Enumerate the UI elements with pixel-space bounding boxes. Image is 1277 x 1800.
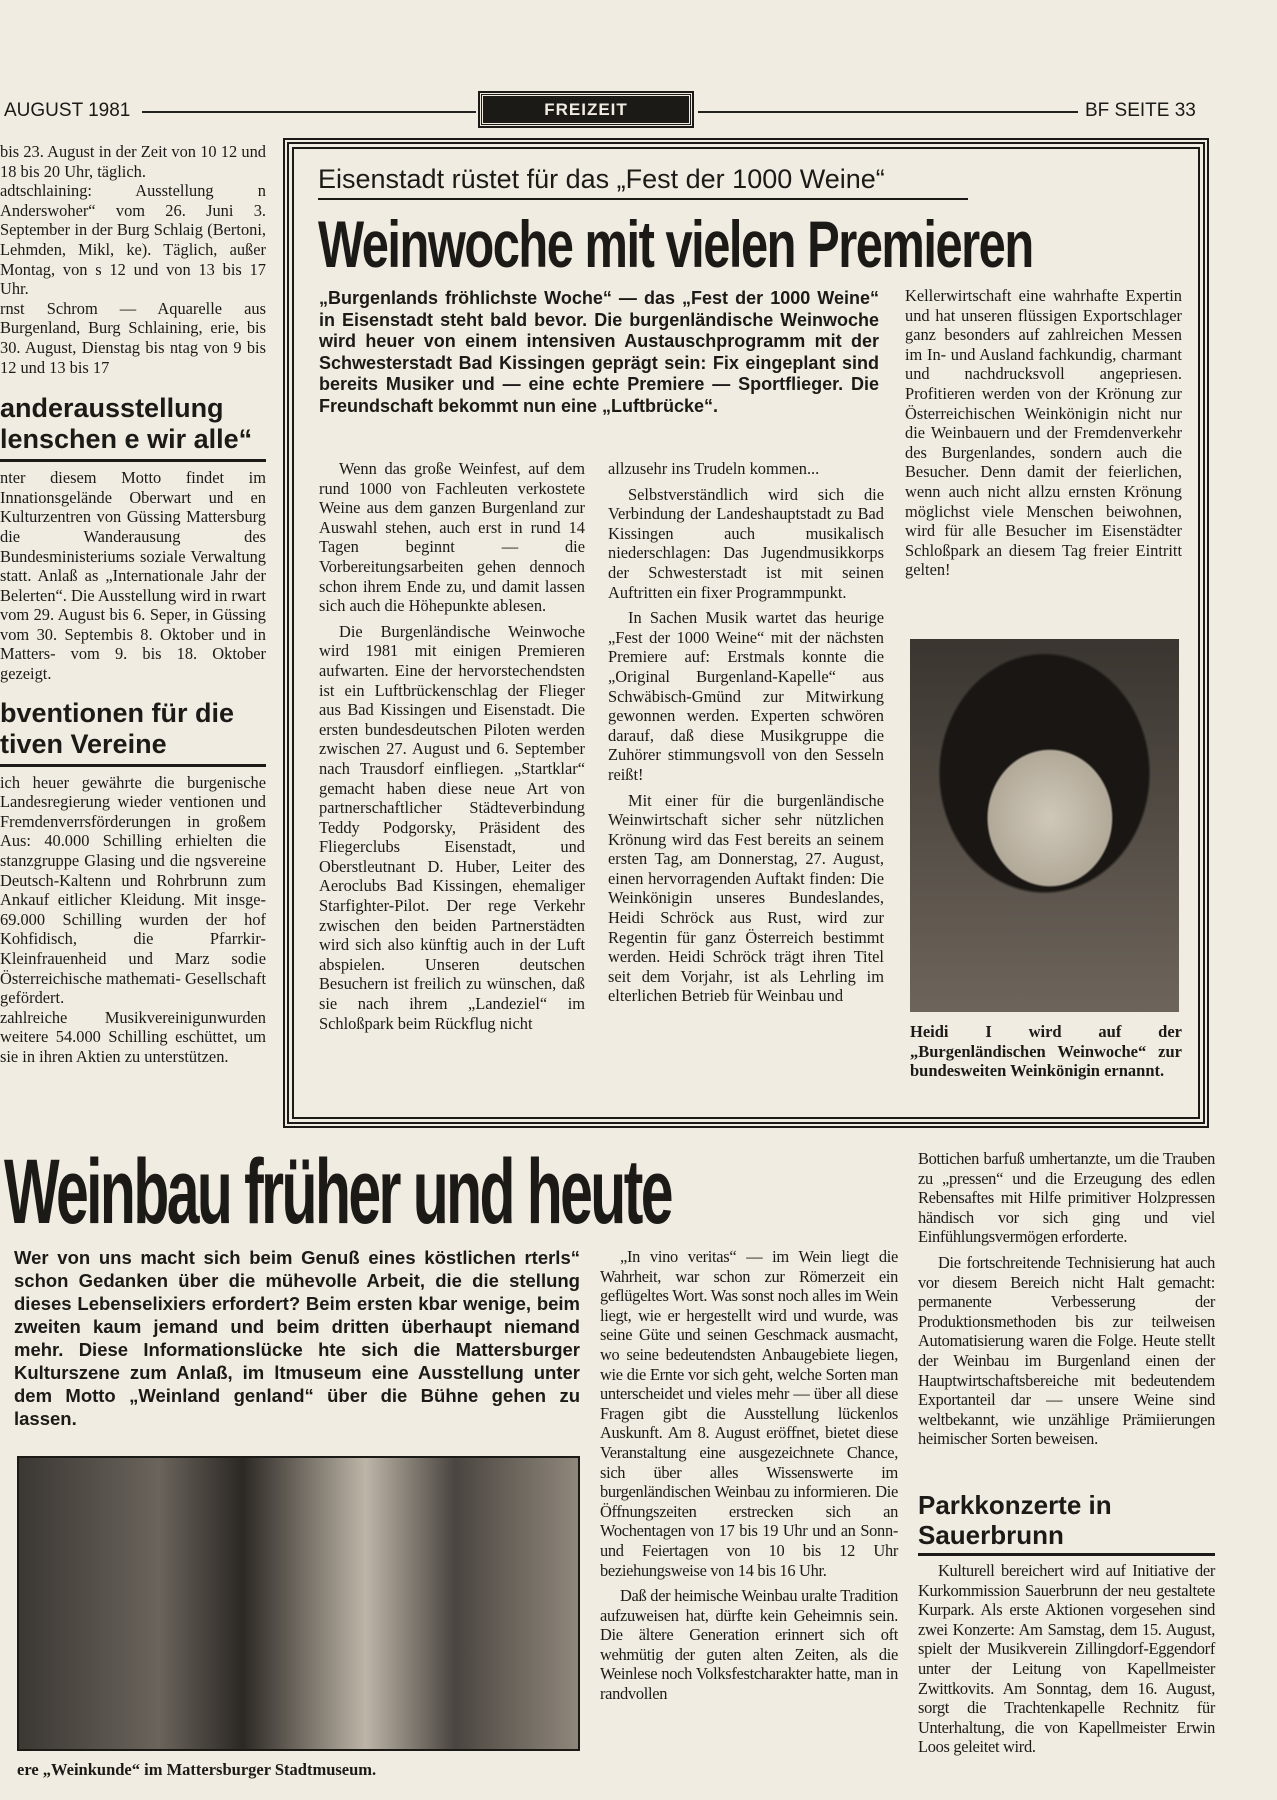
divider [0, 459, 266, 462]
paragraph: rnst Schrom — Aquarelle aus Burgenland, Burg Schlaining, erie, bis 30. August, Dienstag bis ntag von 9 bis 12 und 13 bis 17 [0, 298, 266, 377]
page-number: BF SEITE 33 [1085, 100, 1196, 121]
paragraph: In Sachen Musik wartet das heurige „Fest der 1000 Weine“ mit der nächsten Premiere auf: Erstmals konnte die „Original Burgenland-Kapelle“ aus Schwäbisch-Gmünd zur Mitwirkung gewonnen werden. Experten schwören darauf, daß diese Musikgruppe die Zuhörer stimmungsvoll von den Sesseln reißt! [608, 608, 884, 784]
divider [918, 1553, 1215, 1556]
photo-caption: Heidi I wird auf der „Burgenländischen Weinwoche“ zur bundesweiten Weinkönigin ernannt. [910, 1022, 1182, 1080]
paragraph: ich heuer gewährte die burgenische Landesregierung wieder ventionen und Fremdenverrsförderungen in großem Aus: 40.000 Schilling erhielten die stanzgruppe Glasing und die ngsvereine Deutsch-Kaltenn und Rohrbrunn zum Ankauf eitlicher Kleidung. Mit insge- 69.000 Schilling wurden der hof Kohfidisch, die Pfarrkir- Kleinfrauenheid und Marz sodie Österreichische mathemati- Gesellschaft gefördert. [0, 772, 266, 1008]
divider [318, 198, 968, 200]
paragraph: zahlreiche Musikvereinigunwurden weitere 54.000 Schilling eschüttet, um sie in ihren Aktien zu unterstützen. [0, 1007, 266, 1066]
paragraph: Mit einer für die burgenländische Weinwirtschaft sicher sehr nützlichen Krönung wird das Fest bereits an seinem ersten Tag, am Donnerstag, 27. August, einen hervorragenden Auftakt finden: Die Weinkönigin unseres Bundeslandes, Heidi Schröck aus Rust, wird zur Regentin für ganz Österreich bestimmt werden. Heidi Schröck trägt ihren Titel seit dem Vorjahr, ist als Lehrling im elterlichen Betrieb für Weinbau und [608, 790, 884, 1006]
paragraph: Selbstverständlich wird sich die Verbindung der Landeshauptstadt zu Bad Kissingen auch musikalisch niederschlagen: Das Jugendmusikkorps der Schwesterstadt ist mit seinen Auftritten ein fixer Programmpunkt. [608, 484, 884, 602]
paragraph: „In vino veritas“ — im Wein liegt die Wahrheit, war schon zur Römerzeit ein geflügeltes Wort. Was sonst noch alles im Wein liegt, wie er hergestellt wird und wurde, was seine Güte und seinen Geschmack ausmacht, wo seine bedeutendsten Anbaugebiete liegen, wie die Ernte vor sich geht, welche Sorten man unterscheidet und vieles mehr — über all diese Fragen gibt die Ausstellung lückenlos Auskunft. Am 8. August eröffnet, bietet diese Veranstaltung eine ausgezeichnete Chance, sich über alles Wissenswerte im burgenländischen Weinbau zu informieren. Die Öffnungszeiten erstrecken sich an Wochentagen von 17 bis 19 Uhr und an Sonn- und Feiertagen von 10 bis 12 Uhr beziehungsweise von 14 bis 16 Uhr. [600, 1247, 898, 1580]
article-column-1 [319, 459, 585, 1033]
paragraph: allzusehr ins Trudeln kommen... [608, 459, 820, 478]
paragraph: adtschlaining: Ausstellung n Anderswoher“ vom 26. Juni 3. September in der Burg Schlaig (Bertoni, Lehmden, Mikl, ke). Täglich, außer Montag, von s 12 und von 13 bis 17 Uhr. [0, 181, 266, 299]
article2-lead: Wer von uns macht sich beim Genuß eines köstlichen rterls“ schon Gedanken über die mühevolle Arbeit, die die stellung dieses Lebenselixiers erfordert? Beim ersten kbar wenige, beim zweiten kaum jemand und beim dritten überhaupt niemand mehr. Diese Informationslücke hte sich die Mattersburger Kulturszene zum Anlaß, im ltmuseum eine Ausstellung unter dem Motto „Weinland genland“ über die Bühne gehen zu lassen. [14, 1247, 580, 1429]
paragraph: Daß der heimische Weinbau uralte Tradition aufzuweisen hat, dürfte kein Geheimnis sein. Die ältere Generation erinnert sich oft wehmütig der guten alten Zeiten, als die Weinlese noch Volksfestcharakter hatte, man in randvollen [600, 1586, 898, 1704]
left-column [0, 142, 266, 1067]
photo-caption: ere „Weinkunde“ im Mattersburger Stadtmuseum. [17, 1760, 377, 1779]
museum-photo [17, 1456, 580, 1751]
article3-headline: Parkkonzerte in Sauerbrunn [918, 1490, 1112, 1550]
left-heading-wanderausstellung: anderausstellung lenschen e wir alle“ [0, 393, 253, 455]
divider [0, 764, 266, 767]
article2-headline: Weinbau früher und heute [4, 1141, 671, 1243]
paragraph: Kulturell bereichert wird auf Initiative der Kurkommission Sauerbrunn der neu gestaltete Kurpark. Als erste Aktionen vorgesehen sind zwei Konzerte: Am Samstag, dem 15. August, spielt der Musikverein Zillingdorf-Eggendorf unter der Leitung von Kapellmeister Zwittkovits. Am Sonntag, dem 16. August, sorgt die Trachtenkapelle Rechnitz für Unterhaltung, die von Kapellmeister Erwin Loos geleitet wird. [918, 1561, 1215, 1757]
article2-column-middle [600, 1247, 898, 1704]
article2-column-right [918, 1149, 1215, 1449]
article-column-3: Kellerwirtschaft eine wahrhafte Expertin und hat unseren flüssigen Exportschlager ganz besonders auf zahlreichen Messen im In- und Ausland fachkundig, charmant und nachdrucksvoll angepriesen. Profitieren werden von der Krönung zur Österreichischen Weinkönigin nicht nur die Weinbauern und der Fremdenverkehr des Burgenlandes, sondern auch die Besucher. Denn damit der feierlichen, wenn auch nicht allzu ernsten Krönung möglichst viele Menschen beiwohnen, wird für alle Besucher im Eisenstädter Schloßpark an diesem Tag freier Eintritt gelten! [905, 286, 1182, 580]
article-kicker: Eisenstadt rüstet für das „Fest der 1000 Weine“ [318, 164, 885, 194]
issue-date: AUGUST 1981 [4, 100, 131, 121]
header-rule [142, 111, 476, 113]
article-lead: „Burgenlands fröhlichste Woche“ — das „Fest der 1000 Weine“ in Eisenstadt steht bald bevor. Die burgenländische Weinwoche wird heuer von einem intensiven Austauschprogramm mit der Schwesterstadt Bad Kissingen geprägt sein: Fix eingeplant sind bereits Musiker und — eine echte Premiere — Sportflieger. Die Freundschaft bekommt nun eine „Luftbrücke“. [319, 288, 879, 416]
paragraph: bis 23. August in der Zeit von 10 12 und 18 bis 20 Uhr, täglich. [0, 142, 266, 181]
header-rule [698, 111, 1078, 113]
article-headline: Weinwoche mit vielen Premieren [318, 207, 1033, 281]
paragraph: nter diesem Motto findet im Innationsgelände Oberwart und en Kulturzentren von Güssing Mattersburg die Wanderausung des Bundesministeriums soziale Verwaltung statt. Anlaß as „Internationale Jahr der Belerten“. Die Ausstellung wird in rwart vom 29. August bis 6. Seper, in Güssing vom 30. Septembis 8. Oktober und in Matters- vom 9. bis 18. Oktober gezeigt. [0, 468, 266, 684]
section-label: FREIZEIT [480, 93, 692, 126]
paragraph: Bottichen barfuß umhertanzte, um die Trauben zu „pressen“ und die Erzeugung des edlen Rebensaftes mit Hilfe primitiver Holzpressen händisch vor sich ging und viel Einfühlungsvermögen erforderte. [918, 1149, 1215, 1247]
left-heading-subventionen: bventionen für die tiven Vereine [0, 697, 235, 759]
paragraph: Die Burgenländische Weinwoche wird 1981 mit einigen Premieren aufwarten. Eine der hervorstechendsten ist ein Luftbrückenschlag der Flieger aus Bad Kissingen und Eisenstadt. Die ersten bundesdeutschen Piloten werden zwischen 27. August und 6. September nach Trausdorf einfliegen. „Startklar“ gemacht haben diese neue Art von partnerschaftlicher Städteverbindung Teddy Podgorsky, Präsident des Fliegerclubs Eisenstadt, und Oberstleutnant D. Huber, Leiter des Aeroclubs Bad Kissingen, ehemaliger Starfighter-Pilot. Der rege Verkehr zwischen den beiden Partnerstädten wird sich also künftig auch in der Luft abspielen. Unseren deutschen Besuchern ist freilich zu wünschen, daß sie nach ihrem „Landeziel“ im Schloßpark beim Rückflug nicht [319, 621, 585, 1033]
portrait-photo [910, 639, 1179, 1012]
paragraph: Wenn das große Weinfest, auf dem rund 1000 von Fachleuten verkostete Weine aus dem ganzen Burgenland zur Auswahl stehen, auch erst in rund 14 Tagen beginnt — die Vorbereitungsarbeiten gehen dennoch schon ihrem Ende zu, und damit lassen sich auch die Höhepunkte ablesen. [319, 459, 585, 616]
article3-text [918, 1561, 1215, 1757]
article-column-2 [608, 459, 884, 1006]
paragraph: Die fortschreitende Technisierung hat auch vor diesem Bereich nicht Halt gemacht: permanente Verbesserung der Produktionsmethoden bis zur teilweisen Automatisierung waren die Folge. Heute stellt der Weinbau im Burgenland einen der Hauptwirtschaftsbereiche mit bedeutendem Exportanteil dar — unsere Weine sind weltbekannt, wie unzählige Prämiierungen heimischer Sorten beweisen. [918, 1252, 1215, 1449]
